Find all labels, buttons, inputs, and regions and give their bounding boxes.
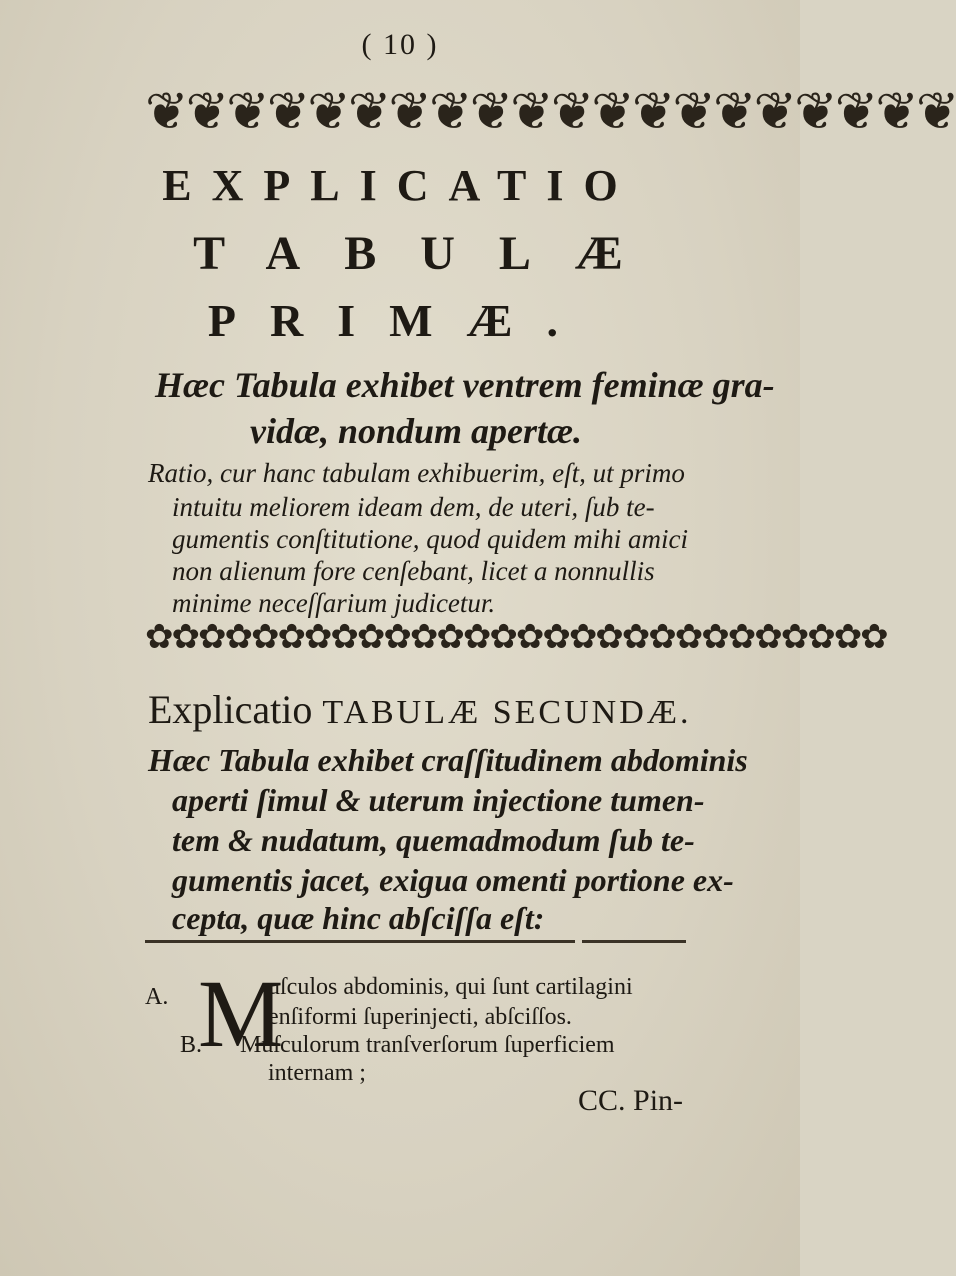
section-heading [148,686,692,733]
second-intro-line-1: Hæc Tabula exhibet craſſitudinem abdominis [148,742,748,778]
title-line-3: PRIMÆ. [207,295,593,346]
catchword: CC. Pin- [578,1084,684,1117]
horizontal-rule [145,940,575,943]
item-a-line-2: enſiformi ſuperinjecti, abſciſſos. [268,1004,572,1030]
section-heading-smallcaps: TABULÆ SECUNDÆ. [322,694,692,731]
drop-cap: M [198,960,284,1067]
paragraph-line-1: Ratio, cur hanc tabulam exhibuerim, eſt, ut primo [148,458,685,488]
top-ornament-band: ❦❦❦❦❦❦❦❦❦❦❦❦❦❦❦❦❦❦❦❦ [145,84,956,141]
paragraph-line-3: gumentis conſtitutione, quod quidem mihi amici [172,524,688,554]
middle-ornament-band: ✿✿✿✿✿✿✿✿✿✿✿✿✿✿✿✿✿✿✿✿✿✿✿✿✿✿✿✿ [145,619,887,656]
item-a-label: A. [145,984,169,1010]
item-b-label: B. [180,1032,203,1058]
paragraph-line-2: intuitu meliorem ideam dem, de uteri, ſub te- [172,492,655,522]
second-intro-line-4: gumentis jacet, exigua omenti portione ex- [172,862,734,898]
item-b-line-1: Muſculorum tranſverſorum ſuperficiem [240,1032,615,1058]
item-b-line-2: internam ; [268,1060,366,1086]
paragraph-line-4: non alienum fore cenſebant, licet a nonnullis [172,556,655,586]
page-number: ( 10 ) [361,28,439,61]
second-intro-line-2: aperti ſimul & uterum injectione tumen- [172,782,705,818]
horizontal-rule-short [582,940,686,943]
intro-line-1: Hæc Tabula exhibet ventrem feminæ gra- [155,365,775,405]
title-line-1: EXPLICATIO [162,161,638,210]
intro-line-2: vidæ, nondum apertæ. [250,411,583,451]
item-a-line-1: uſculos abdominis, qui ſunt cartilagini [268,974,633,1000]
second-intro-line-3: tem & nudatum, quemadmodum ſub te- [172,822,695,858]
paragraph-line-5: minime neceſſarium judicetur. [172,588,496,618]
second-intro-line-5: cepta, quæ hinc abſciſſa eſt: [172,900,545,936]
section-heading-word: Explicatio [148,687,313,732]
title-line-2: TABULÆ [193,227,667,280]
